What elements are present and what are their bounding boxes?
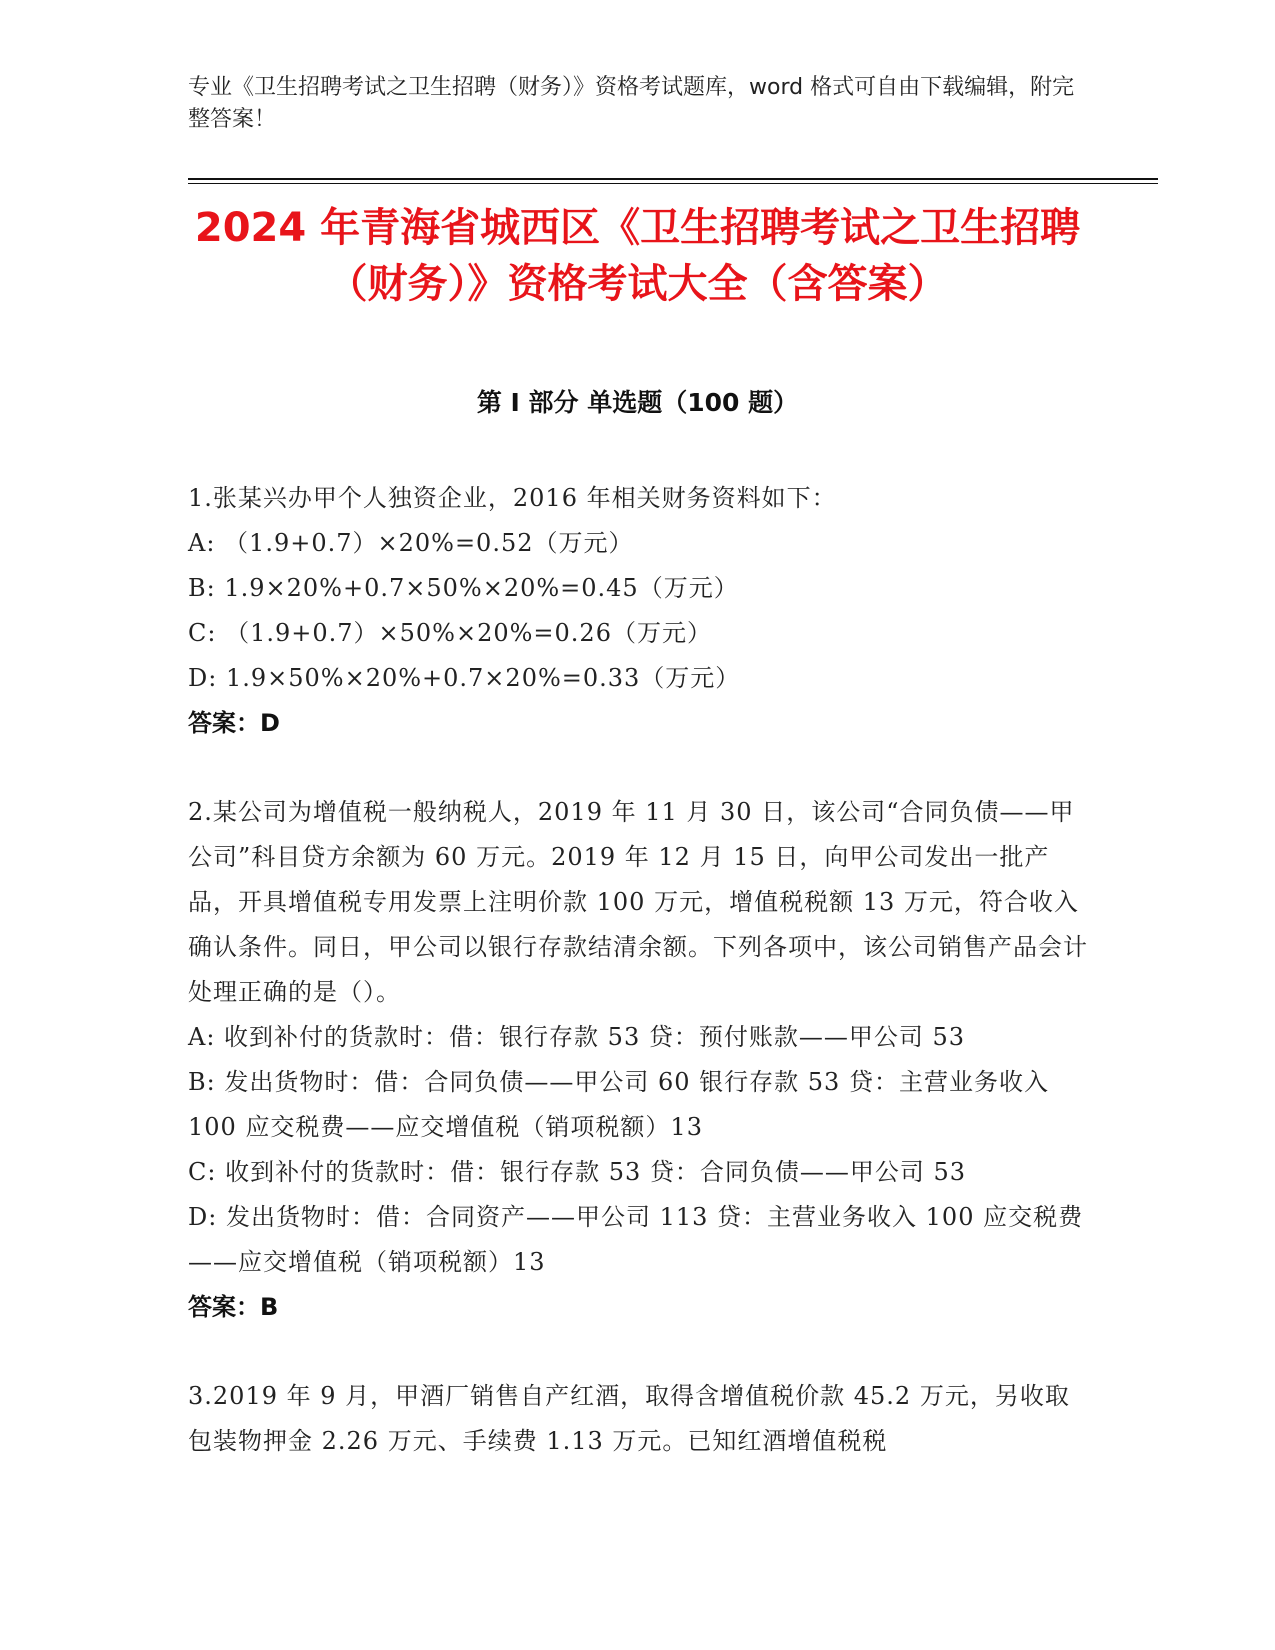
question-stem: 3.2019 年 9 月，甲酒厂销售自产红酒，取得含增值税价款 45.2 万元，另收取包装物押金 2.26 万元、手续费 1.13 万元。已知红酒增值税税 [188,1382,1070,1455]
question-stem: 1.张某兴办甲个人独资企业，2016 年相关财务资料如下： [188,484,837,512]
answer: 答案：B [188,1293,279,1321]
option-a: A: （1.9+0.7）×20%=0.52（万元） [188,529,634,557]
option-d: D: 1.9×50%×20%+0.7×20%=0.33（万元） [188,664,741,692]
header-divider-thin [188,183,1158,184]
section-title: 第 I 部分 单选题（100 题） [476,388,799,417]
header-note: 专业《卫生招聘考试之卫生招聘（财务）》资格考试题库，word 格式可自由下载编辑，附完整答案！ [188,75,1075,132]
question-stem: 2.某公司为增值税一般纳税人，2019 年 11 月 30 日，该公司“合同负债——甲公司”科目贷方余额为 60 万元。2019 年 12 月 15 日，向甲公司发出一批产品，开具增值税专用发票上注明价款 100 万元，增值税税额 13 万元，符合收入确认条件。同日，甲公司以银行存款结清余额。下列各项中，该公司销售产品会计处理正确的是（）。 [188,798,1088,1006]
option-c: C: 收到补付的货款时：借：银行存款 53 贷：合同负债——甲公司 53 [188,1158,967,1186]
question-list [188,476,1088,1508]
question-1 [188,476,1088,746]
option-b: B: 1.9×20%+0.7×50%×20%=0.45（万元） [188,574,739,602]
question-2 [188,790,1088,1330]
option-c: C: （1.9+0.7）×50%×20%=0.26（万元） [188,619,712,647]
document-title: 2024 年青海省城西区《卫生招聘考试之卫生招聘（财务）》资格考试大全（含答案） [194,205,1081,307]
option-a: A: 收到补付的货款时：借：银行存款 53 贷：预付账款——甲公司 53 [188,1023,966,1051]
question-3 [188,1374,1088,1464]
option-d: D: 发出货物时：借：合同资产——甲公司 113 贷：主营业务收入 100 应交税费——应交增值税（销项税额）13 [188,1203,1084,1276]
header-divider-thick [188,178,1158,180]
answer: 答案：D [188,709,280,737]
option-b: B: 发出货物时：借：合同负债——甲公司 60 银行存款 53 贷：主营业务收入 100 应交税费——应交增值税（销项税额）13 [188,1068,1049,1141]
